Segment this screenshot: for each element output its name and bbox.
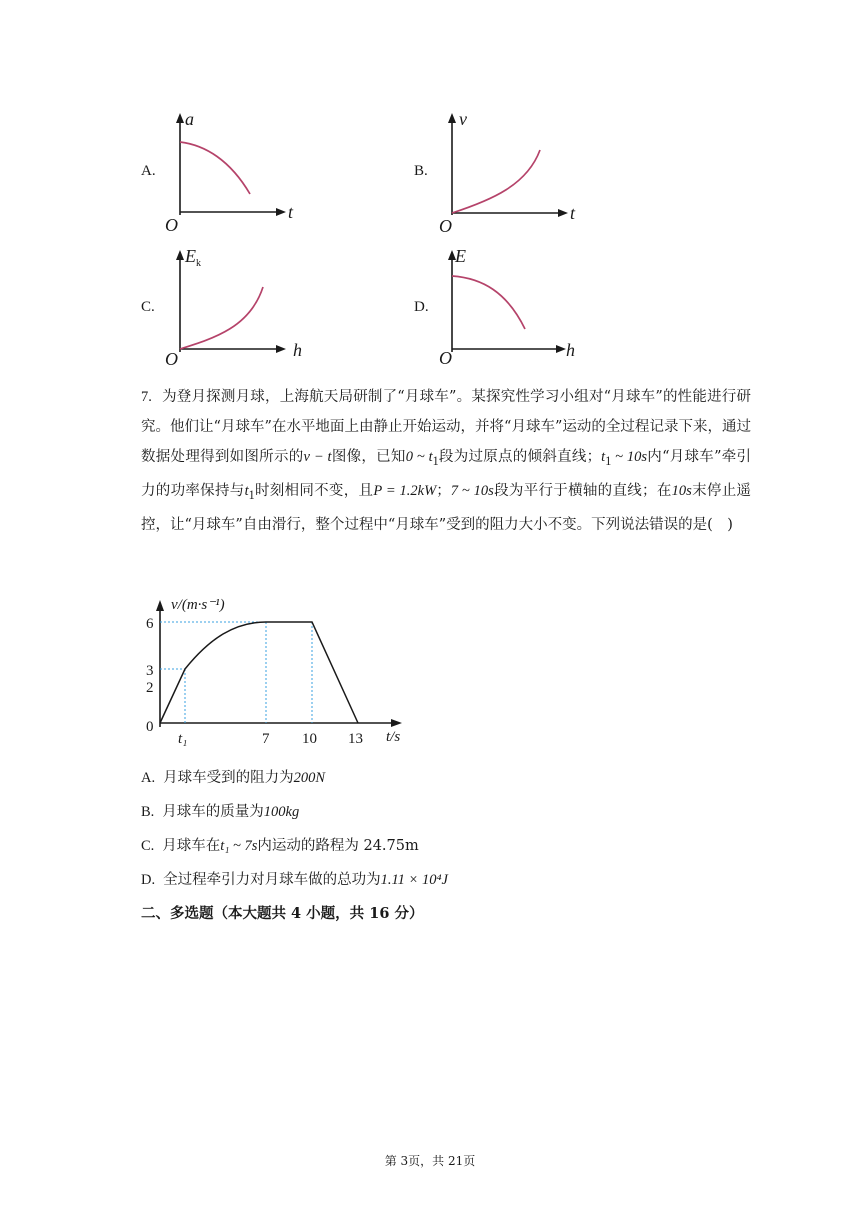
vt-x-label: t/s xyxy=(386,729,401,745)
option-a-letter: A. xyxy=(141,163,156,179)
option-d-graph xyxy=(432,242,592,372)
option-d-letter: D. xyxy=(414,299,429,315)
option-a-x-label: t xyxy=(288,202,294,222)
vt-series-line xyxy=(160,622,358,723)
option-c-origin: O xyxy=(165,349,178,369)
option-c-y-label: $E_k$ xyxy=(185,246,201,269)
option-c-x-label: h xyxy=(293,340,302,360)
option-a-origin: O xyxy=(165,215,178,235)
vt-x-arrow xyxy=(391,719,402,727)
answer-d[interactable]: D. 全过程牵引力对月球车做的总功为1.11 × 10⁴J xyxy=(141,872,448,888)
question-7: 7. 为登月探测月球，上海航天局研制了“月球车”。某探究性学习小组对“月球车”的性能进行研究。他们让“月球车”在水平地面上由静止开始运动，并将“月球车”运动的全过程记录下来，通过数据处理得到如图所示的v − t图像，已知0 ~ $t_1$段为过原点的倾斜直线；$t_1$ ~ 10s内“月球车”牵引力的功率保持与$t_1$时刻相同不变，且P = 1.2kW；7 ~ 10s段为平行于横轴的直线；在10s末停止遥控，让“月球车”自由滑行，整个过程中“月球车”受到的阻力大小不变。下列说法错误的是( ) xyxy=(141,389,752,533)
option-d-y-label: E xyxy=(455,246,466,266)
x-tick-13: 13 xyxy=(348,731,363,747)
option-d-origin: O xyxy=(439,348,452,368)
y-tick-6: 6 xyxy=(146,616,154,632)
option-a-graph xyxy=(160,105,320,235)
vt-y-arrow xyxy=(156,600,164,611)
option-b-letter: B. xyxy=(414,163,428,179)
option-b-graph xyxy=(432,105,592,235)
y-tick-0: 0 xyxy=(146,719,154,735)
answer-b[interactable]: B. 月球车的质量为100kg xyxy=(141,804,300,820)
option-a-curve xyxy=(180,142,250,194)
x-tick-10: 10 xyxy=(302,731,317,747)
answer-c[interactable]: C. 月球车在t₁ ~ 7s内运动的路程为 24.75m xyxy=(141,838,419,854)
page-footer: 第 3页，共 21页 xyxy=(384,1154,476,1168)
x-tick-7: 7 xyxy=(262,731,270,747)
y-tick-2: 2 xyxy=(146,680,154,696)
vt-chart xyxy=(140,588,420,753)
section-heading: 二、多选题（本大题共 4 小题，共 16 分） xyxy=(141,905,424,922)
option-c-curve xyxy=(180,287,263,349)
option-d-curve xyxy=(452,276,525,329)
option-b-x-label: t xyxy=(570,203,576,223)
option-b-origin: O xyxy=(439,216,452,235)
option-c-letter: C. xyxy=(141,299,155,315)
option-d-x-label: h xyxy=(566,340,575,360)
option-c-graph xyxy=(160,242,320,372)
answer-a[interactable]: A. 月球车受到的阻力为200N xyxy=(141,770,326,786)
y-tick-3: 3 xyxy=(146,663,154,679)
x-tick-t1: t₁ xyxy=(178,731,188,747)
vt-y-label: v/(m·s⁻¹) xyxy=(171,597,225,613)
option-a-y-label: a xyxy=(185,109,194,129)
question-number: 7. xyxy=(141,389,152,405)
option-b-curve xyxy=(452,150,540,213)
option-b-y-label: v xyxy=(459,109,467,129)
